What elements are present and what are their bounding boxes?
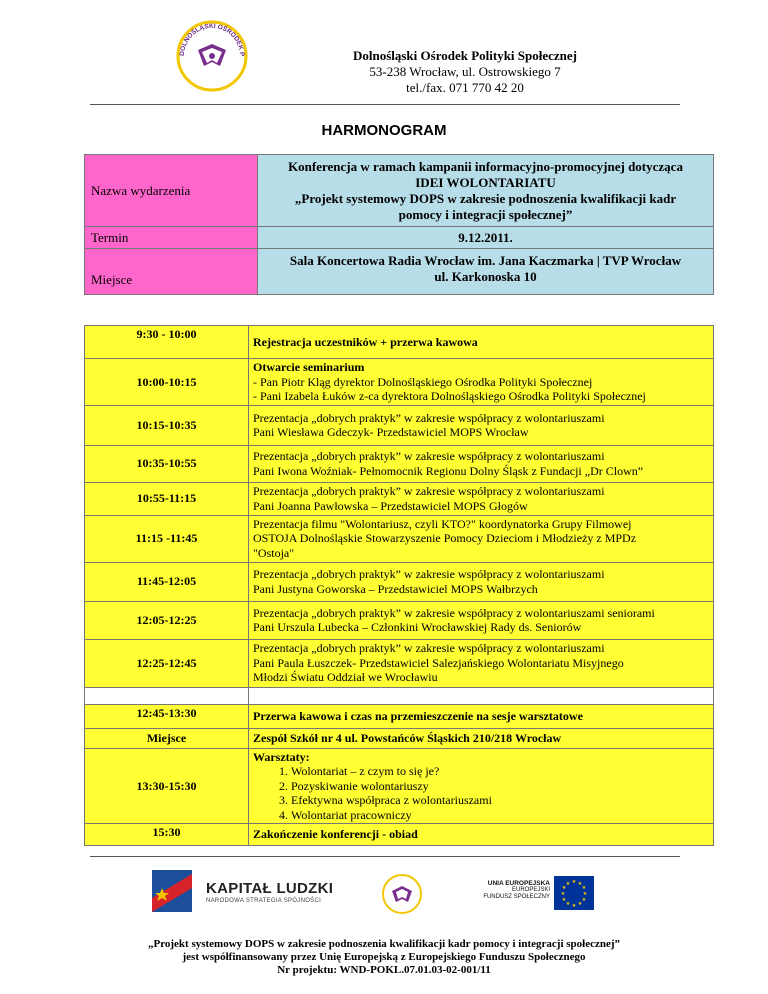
- schedule-spacer-row: [85, 687, 714, 704]
- schedule-desc: [249, 445, 714, 482]
- desc-line: Otwarcie seminarium: [253, 360, 365, 374]
- svg-text:★: ★: [560, 891, 566, 897]
- schedule-row: [85, 515, 714, 562]
- desc-line: Pani Iwona Woźniak- Pełnomocnik Regionu Dolny Śląsk z Fundacji „Dr Clown”: [253, 463, 644, 478]
- svg-text:★: ★: [582, 891, 588, 897]
- schedule-desc: [249, 748, 714, 824]
- eu-line: FUNDUSZ SPOŁECZNY: [483, 894, 550, 900]
- kapital-ludzki-logo: [148, 862, 348, 920]
- eu-text: [478, 880, 550, 901]
- footer-divider: [90, 856, 680, 857]
- schedule-time: 10:35-10:55: [85, 445, 249, 482]
- dops-logo: [172, 16, 282, 96]
- schedule-desc: Zespół Szkół nr 4 ul. Powstańców Śląskich 210/218 Wrocław: [249, 728, 714, 748]
- svg-text:★: ★: [577, 881, 583, 887]
- schedule-row: [85, 326, 714, 359]
- footer-text: [0, 938, 768, 977]
- schedule-time: 10:55-11:15: [85, 482, 249, 515]
- schedule-time: 10:15-10:35: [85, 405, 249, 445]
- org-address: 53-238 Wrocław, ul. Ostrowskiego 7: [369, 64, 561, 79]
- svg-text:DOLNOŚLĄSKI OŚRODEK POLITYKI S: DOLNOŚLĄSKI OŚRODEK P: [178, 22, 246, 57]
- schedule-row: [85, 639, 714, 687]
- eu-flag-icon: [554, 876, 594, 910]
- schedule-desc: Zakończenie konferencji - obiad: [249, 824, 714, 846]
- org-phone: tel./fax. 071 770 42 20: [406, 80, 524, 95]
- event-date-label: Termin: [85, 227, 258, 249]
- schedule-desc: [249, 482, 714, 515]
- schedule-desc: [249, 405, 714, 445]
- dops-small-logo: [380, 872, 424, 916]
- schedule-time: 10:00-10:15: [85, 359, 249, 406]
- schedule-time: 15:30: [85, 824, 249, 846]
- schedule-desc: [249, 601, 714, 639]
- schedule-row: [85, 824, 714, 846]
- svg-text:★: ★: [571, 903, 577, 909]
- schedule-time: 9:30 - 10:00: [85, 326, 249, 359]
- event-name-label: Nazwa wydarzenia: [85, 155, 258, 227]
- workshop-list: [253, 764, 709, 822]
- desc-line: Prezentacja „dobrych praktyk” w zakresie współpracy z wolontariuszami: [253, 484, 605, 498]
- eu-logo: [478, 874, 596, 916]
- schedule-desc: Przerwa kawowa i czas na przemieszczenie na sesje warsztatowe: [249, 704, 714, 728]
- event-name-line: pomocy i integracji społecznej”: [398, 206, 573, 222]
- schedule-desc: [249, 562, 714, 601]
- desc-line: Młodzi Światu Oddział we Wrocławiu: [253, 670, 438, 685]
- schedule-time: 12:45-13:30: [85, 704, 249, 728]
- spacer-cell: [85, 687, 249, 704]
- event-info-table: [84, 154, 714, 295]
- schedule-row: [85, 482, 714, 515]
- desc-line: Pani Wiesława Gdeczyk- Przedstawiciel MOPS Wrocław: [253, 425, 529, 439]
- schedule-row: [85, 601, 714, 639]
- event-date-value: 9.12.2011.: [258, 227, 714, 249]
- schedule-table: [84, 325, 714, 846]
- footer-line: jest współfinansowany przez Unię Europejską z Europejskiego Funduszu Społecznego: [182, 951, 586, 963]
- schedule-row: [85, 445, 714, 482]
- schedule-row: [85, 728, 714, 748]
- desc-line: Prezentacja filmu "Wolontariusz, czyli KTO?" koordynatorka Grupy Filmowej: [253, 516, 632, 531]
- schedule-desc: [249, 639, 714, 687]
- schedule-row: [85, 359, 714, 406]
- desc-line: Prezentacja „dobrych praktyk” w zakresie współpracy z wolontariuszami seniorami: [253, 605, 655, 620]
- svg-text:★: ★: [581, 897, 587, 903]
- svg-text:★: ★: [565, 881, 571, 887]
- event-place-line: Sala Koncertowa Radia Wrocław im. Jana Kaczmarka | TVP Wrocław: [289, 253, 682, 268]
- svg-text:★: ★: [581, 885, 587, 891]
- kl-sub-text: NARODOWA STRATEGIA SPÓJNOŚCI: [206, 898, 322, 904]
- workshop-item: 1. Wolontariat – z czym to się je?: [291, 764, 709, 779]
- desc-line: Prezentacja „dobrych praktyk” w zakresie współpracy z wolontariuszami: [253, 410, 605, 425]
- svg-text:★: ★: [571, 879, 577, 885]
- desc-line: Warsztaty:: [253, 749, 310, 764]
- event-place-label: Miejsce: [85, 249, 258, 295]
- schedule-row: [85, 748, 714, 824]
- schedule-time: 12:25-12:45: [85, 639, 249, 687]
- organization-info: [300, 48, 630, 96]
- desc-line: - Pani Izabela Łuków z-ca dyrektora Dolnośląskiego Ośrodka Polityki Społecznej: [253, 389, 646, 403]
- workshop-item: 3. Efektywna współpraca z wolontariuszami: [291, 793, 709, 808]
- schedule-time: 12:05-12:25: [85, 601, 249, 639]
- kapital-ludzki-text: [206, 880, 333, 904]
- desc-line: Prezentacja „dobrych praktyk” w zakresie współpracy z wolontariuszami: [253, 449, 605, 463]
- footer-line: „Projekt systemowy DOPS w zakresie podnoszenia kwalifikacji kadr pomocy i integracji społecznej”: [147, 938, 621, 950]
- footer-line: Nr projektu: WND-POKL.07.01.03-02-001/11: [277, 964, 491, 976]
- kapital-ludzki-flag-icon: [148, 862, 200, 918]
- eu-line: EUROPEJSKI: [511, 887, 550, 893]
- schedule-desc: [249, 515, 714, 562]
- schedule-time: 11:15 -11:45: [85, 515, 249, 562]
- event-name-line: „Projekt systemowy DOPS w zakresie podnoszenia kwalifikacji kadr: [294, 190, 677, 206]
- schedule-row: [85, 405, 714, 445]
- schedule-time: 13:30-15:30: [85, 748, 249, 824]
- event-name-line: Konferencja w ramach kampanii informacyjno-promocyjnej dotycząca: [288, 158, 683, 174]
- page-title: HARMONOGRAM: [321, 122, 447, 139]
- desc-line: - Pan Piotr Kląg dyrektor Dolnośląskiego Ośrodka Polityki Społecznej: [253, 374, 593, 389]
- desc-line: "Ostoja": [253, 545, 295, 560]
- svg-text:★: ★: [577, 901, 583, 907]
- spacer-cell: [249, 687, 714, 704]
- desc-line: Pani Urszula Lubecka – Członkini Wrocławskiej Rady ds. Seniorów: [253, 620, 582, 634]
- svg-text:★: ★: [561, 897, 567, 903]
- kl-main-text: KAPITAŁ LUDZKI: [206, 880, 334, 897]
- org-name: Dolnośląski Ośrodek Polityki Społecznej: [352, 48, 578, 63]
- header-divider: [90, 104, 680, 105]
- schedule-location-label: Miejsce: [85, 728, 249, 748]
- schedule-time: 11:45-12:05: [85, 562, 249, 601]
- svg-text:★: ★: [565, 901, 571, 907]
- desc-line: Prezentacja „dobrych praktyk” w zakresie współpracy z wolontariuszami: [253, 641, 605, 656]
- svg-text:★: ★: [561, 885, 567, 891]
- event-name-value: [258, 155, 714, 227]
- desc-line: Pani Paula Łuszczek- Przedstawiciel Salezjańskiego Wolontariatu Misyjnego: [253, 655, 624, 670]
- desc-line: OSTOJA Dolnośląskie Stowarzyszenie Pomocy Dzieciom i Młodzieży z MPDz: [253, 531, 637, 546]
- eu-line: UNIA EUROPEJSKA: [487, 880, 550, 887]
- schedule-row: [85, 704, 714, 728]
- schedule-desc: Rejestracja uczestników + przerwa kawowa: [249, 326, 714, 359]
- workshop-item: 4. Wolontariat pracowniczy: [291, 808, 709, 823]
- schedule-row: [85, 562, 714, 601]
- desc-line: Pani Justyna Goworska – Przedstawiciel MOPS Wałbrzych: [253, 581, 538, 596]
- schedule-desc: [249, 359, 714, 406]
- event-place-value: [258, 249, 714, 295]
- event-name-line: IDEI WOLONTARIATU: [415, 174, 556, 190]
- workshop-item: 2. Pozyskiwanie wolontariuszy: [291, 779, 709, 794]
- event-place-line: ul. Karkonoska 10: [434, 269, 537, 284]
- desc-line: Prezentacja „dobrych praktyk” w zakresie współpracy z wolontariuszami: [253, 567, 605, 581]
- desc-line: Pani Joanna Pawłowska – Przedstawiciel MOPS Głogów: [253, 498, 528, 513]
